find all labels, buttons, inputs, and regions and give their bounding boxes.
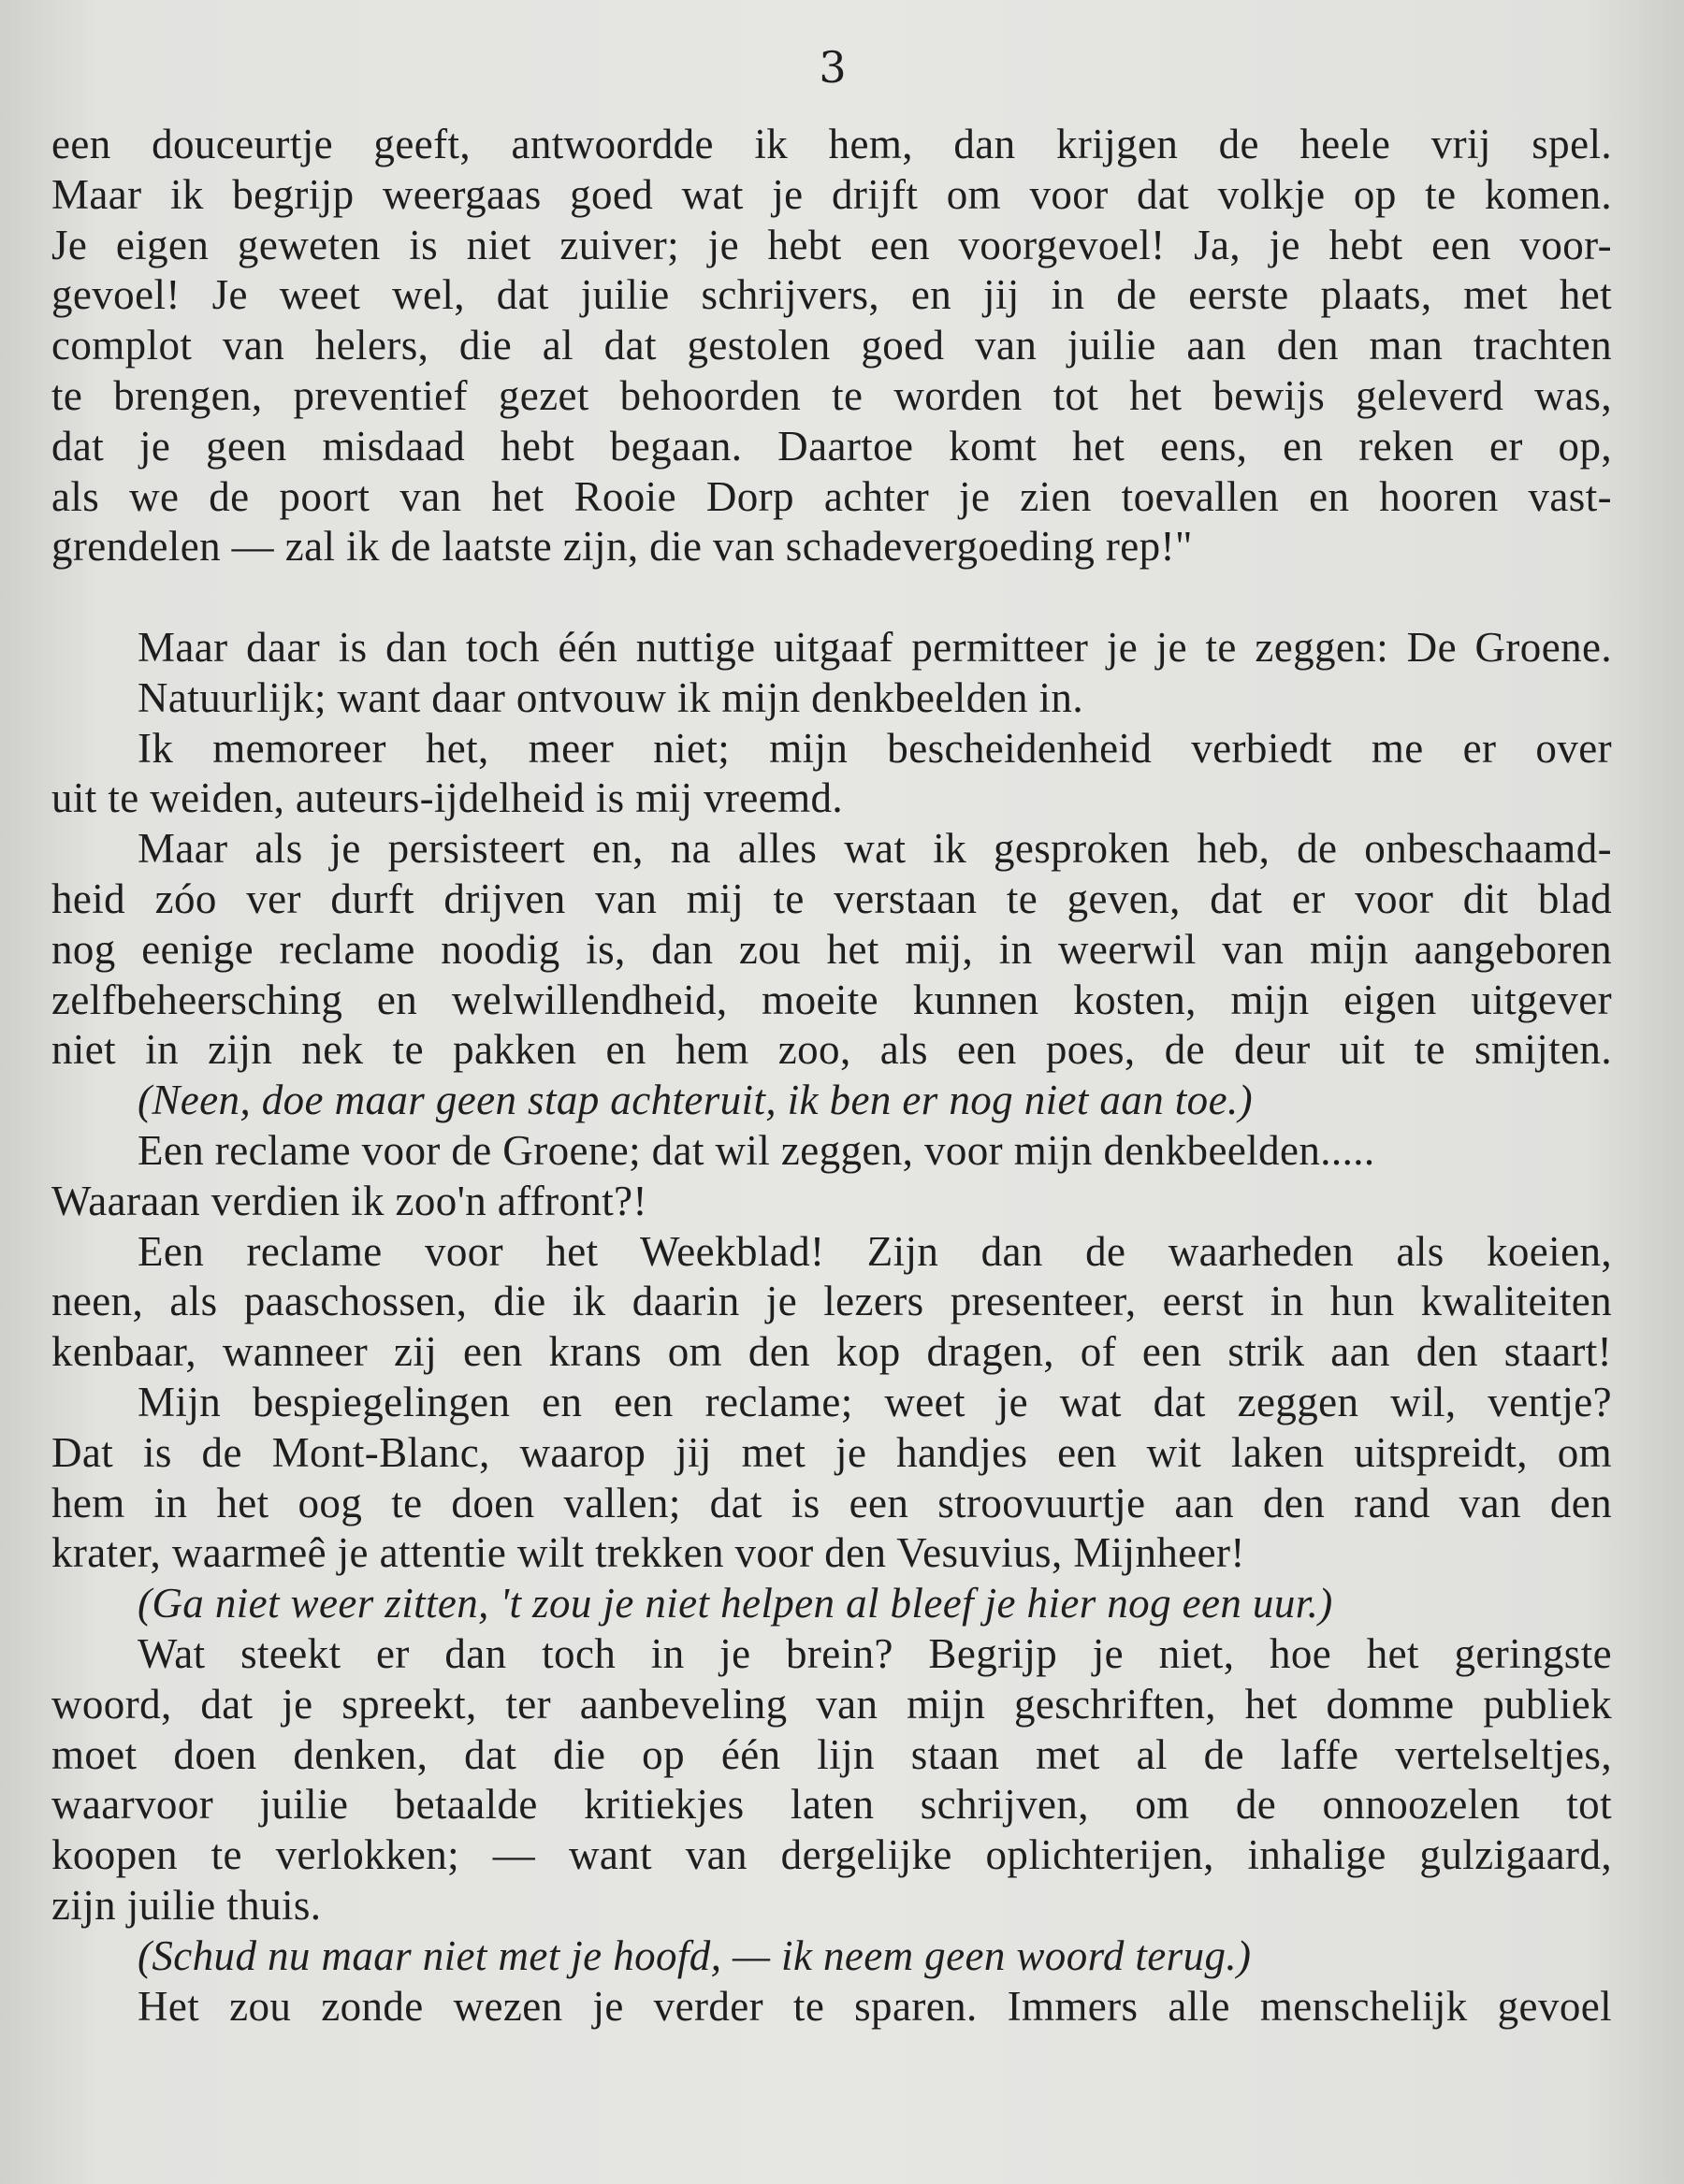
text-line: een douceurtje geeft, antwoordde ik hem, dan krijgen de heele vrij spel.	[51, 121, 1612, 167]
text-line: Ik memoreer het, meer niet; mijn bescheidenheid verbiedt me er over	[138, 724, 1612, 772]
text-line: dat je geen misdaad hebt begaan. Daartoe komt het eens, en reken er op,	[51, 422, 1612, 470]
text-line: Natuurlijk; want daar ontvouw ik mijn denkbeelden in.	[138, 673, 1083, 721]
text-line: heid zóo ver durft drijven van mij te verstaan te geven, dat er voor dit blad	[51, 875, 1612, 922]
text-line: Maar daar is dan toch één nuttige uitgaaf permitteer je je te zeggen: De Groene.	[138, 624, 1612, 671]
text-line: Maar als je persisteert en, na alles wat ik gesproken heb, de onbeschaamd-	[138, 825, 1612, 873]
text-line: zijn juilie thuis.	[51, 1881, 322, 1929]
text-line: Je eigen geweten is niet zuiver; je hebt een voorgevoel! Ja, je hebt een voor-	[51, 221, 1612, 268]
text-line: krater, waarmeê je attentie wilt trekken voor den Vesuvius, Mijnheer!	[51, 1529, 1245, 1577]
text-line: Wat steekt er dan toch in je brein? Begrijp je niet, hoe het geringste	[138, 1629, 1612, 1677]
text-line: zelfbeheersching en welwillendheid, moeite kunnen kosten, mijn eigen uitgever	[51, 976, 1612, 1023]
text-line: nog eenige reclame noodig is, dan zou het mij, in weerwil van mijn aangeboren	[51, 925, 1612, 973]
text-line: gevoel! Je weet wel, dat juilie schrijvers, en jij in de eerste plaats, met het	[51, 271, 1612, 319]
text-line: kenbaar, wanneer zij een krans om den kop dragen, of een strik aan den staart!	[51, 1328, 1612, 1376]
text-line: te brengen, preventief gezet behoorden te worden tot het bewijs geleverd was,	[51, 371, 1612, 419]
page-number: 3	[819, 42, 847, 93]
text-line: koopen te verlokken; — want van dergelijke oplichterijen, inhalige gulzigaard,	[51, 1831, 1612, 1879]
text-line: complot van helers, die al dat gestolen goed van juilie aan den man trachten	[51, 322, 1612, 369]
text-line: waarvoor juilie betaalde kritiekjes laten schrijven, om de onnoozelen tot	[51, 1781, 1612, 1829]
text-line: grendelen — zal ik de laatste zijn, die van schadevergoeding rep!"	[51, 523, 1193, 571]
text-line: Het zou zonde wezen je verder te sparen. Immers alle menschelijk gevoel	[138, 1982, 1612, 2030]
text-line: neen, als paaschossen, die ik daarin je lezers presenteer, eerst in hun kwaliteiten	[51, 1278, 1612, 1325]
text-line: Een reclame voor het Weekblad! Zijn dan de waarheden als koeien,	[138, 1227, 1612, 1275]
text-line: moet doen denken, dat die op één lijn staan met al de laffe vertelseltjes,	[51, 1730, 1612, 1778]
text-block-top	[51, 120, 1612, 572]
text-line: uit te weiden, auteurs-ijdelheid is mij vreemd.	[51, 774, 844, 822]
text-line-italic: (Schud nu maar niet met je hoofd, — ik neem geen woord terug.)	[138, 1931, 1252, 1979]
text-line: hem in het oog te doen vallen; dat is een stroovuurtje aan den rand van den	[51, 1479, 1612, 1526]
text-line: Waaraan verdien ik zoo'n affront?!	[51, 1177, 647, 1224]
text-line: als we de poort van het Rooie Dorp achter je zien toevallen en hooren vast-	[51, 472, 1612, 520]
text-line: Maar ik begrijp weergaas goed wat je drijft om voor dat volkje op te komen.	[51, 170, 1612, 218]
text-block-main	[51, 623, 1612, 2032]
text-line: Dat is de Mont-Blanc, waarop jij met je handjes een wit laken uitspreidt, om	[51, 1428, 1612, 1476]
text-line-italic: (Neen, doe maar geen stap achteruit, ik ben er nog niet aan toe.)	[138, 1077, 1253, 1124]
text-line: niet in zijn nek te pakken en hem zoo, als een poes, de deur uit te smijten.	[51, 1026, 1612, 1074]
text-line: Een reclame voor de Groene; dat wil zeggen, voor mijn denkbeelden.....	[138, 1126, 1375, 1174]
text-line-italic: (Ga niet weer zitten, 't zou je niet helpen al bleef je hier nog een uur.)	[138, 1580, 1333, 1627]
text-line: Mijn bespiegelingen en een reclame; weet je wat dat zeggen wil, ventje?	[138, 1378, 1612, 1425]
text-line: woord, dat je spreekt, ter aanbeveling van mijn geschriften, het domme publiek	[51, 1680, 1612, 1728]
